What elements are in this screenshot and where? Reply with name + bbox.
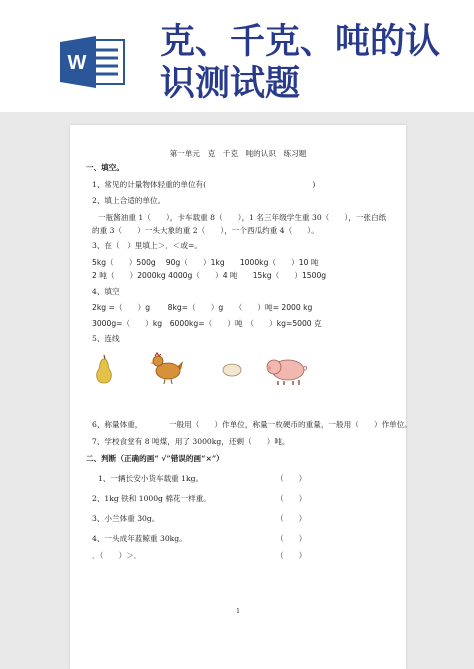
question-2-line1: 一瓶酱油重 1（ ），卡车载重 8（ ），1 名三年级学生重 30（ ），一张白纸 xyxy=(98,213,387,222)
banner-title-line2: 识测试题 xyxy=(160,63,301,104)
question-4-row1: 2kg =（ ）g 8kg=（ ）g （ ）吨= 2000 kg xyxy=(92,303,313,312)
judge-2: 2、1kg 铁和 1000g 棉花一样重。 xyxy=(92,494,211,503)
question-2: 2、填上合适的单位。 xyxy=(92,196,166,205)
question-5: 5、连线 xyxy=(92,334,120,343)
question-3-row1: 5kg（ ）500g 90g（ ）1kg 1000kg（ ）10 吨 xyxy=(92,258,319,267)
judge-5: ．（ ）＞． xyxy=(92,551,142,560)
question-3: 3、在（ ）里填上＞．＜或=。 xyxy=(92,241,202,250)
judge-1: 1、一辆长安小货车载重 1kg。 xyxy=(98,474,204,483)
document-page xyxy=(70,125,412,669)
question-4-row2: 3000g=（ ）kg 6000kg=（ ）吨 （ ）kg=5000 克 xyxy=(92,319,322,328)
banner-title-line1: 克、千克、吨的认 xyxy=(160,21,441,62)
judge-5-answer: （ ） xyxy=(276,551,307,560)
chicken-picture xyxy=(150,351,184,385)
question-1: 1、常见的计量物体轻重的单位有( ) xyxy=(92,180,316,189)
judge-1-answer: （ ） xyxy=(276,474,307,483)
question-3-row2: 2 吨（ ）2000kg 4000g（ ）4 吨 15kg（ ）1500g xyxy=(92,271,327,280)
judge-4: 4、一头成年蓝鲸重 30kg。 xyxy=(92,534,187,543)
svg-text:W: W xyxy=(67,52,87,74)
pear-picture xyxy=(94,353,114,385)
question-2-line2: 的重 3（ ）一头大象的重 2（ ），一个西瓜约重 4（ ）。 xyxy=(92,226,319,235)
judge-3: 3、小兰体重 30g。 xyxy=(92,514,160,523)
judge-4-answer: （ ） xyxy=(276,534,307,543)
worksheet-heading: 第一单元 克 千克 吨的认识 练习题 xyxy=(169,149,307,158)
word-document-icon xyxy=(60,36,126,88)
question-6: 6、称量体重， 一般用（ ）作单位，称量一枚硬币的重量，一般用（ ）作单位。 xyxy=(92,420,412,429)
question-7: 7、学校食堂有 8 吨煤，用了 3000kg，还剩（ ）吨。 xyxy=(92,437,290,446)
egg-picture xyxy=(222,363,242,377)
section-true-false: 二、判断（正确的画“ √”错误的画“×”） xyxy=(86,454,224,463)
question-4: 4、填空 xyxy=(92,287,120,296)
judge-2-answer: （ ） xyxy=(276,494,307,503)
section-fill-blank: 一、填空。 xyxy=(86,163,124,172)
judge-3-answer: （ ） xyxy=(276,514,307,523)
document-banner xyxy=(0,0,474,112)
pig-picture xyxy=(266,355,308,385)
page-number: 1 xyxy=(236,608,240,615)
